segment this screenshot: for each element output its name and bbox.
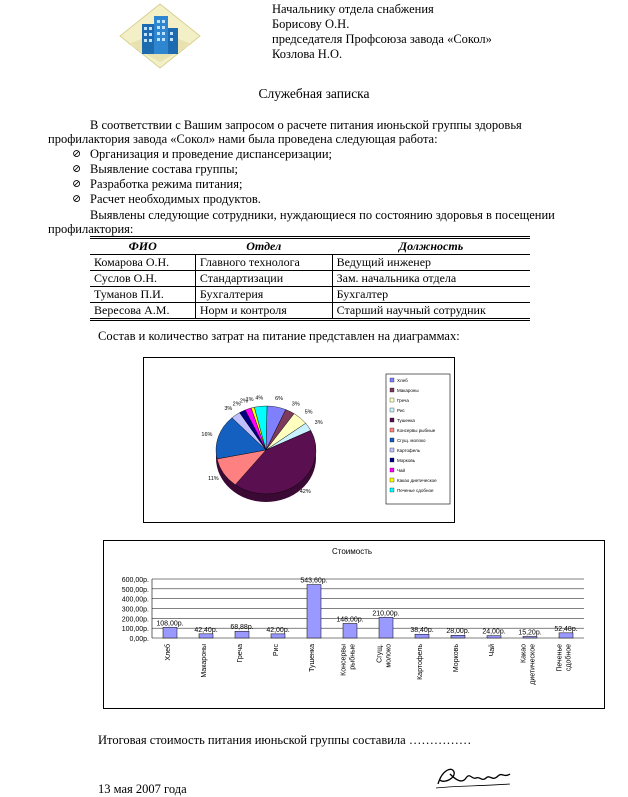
legend-entry: Картофель [397,448,421,453]
bar-value-label: 68,88р. [230,624,254,632]
list-item: ⊘ Разработка режима питания; [72,177,243,191]
table-row [90,271,530,287]
x-tick-label: Макароны [201,644,208,678]
x-tick-label: Хлеб [165,644,172,661]
pie-slice-label: 42% [299,489,311,496]
x-tick-label: Печенье [556,644,564,672]
y-tick-label: 400,00р. [121,596,149,604]
pie-chart-canvas [144,358,454,522]
cell-position: Бухгалтер [332,287,530,303]
bar-value-label: 42,40р. [194,626,218,634]
bar-value-label: 52,48р. [554,625,578,633]
table-header-row [90,238,530,255]
pie-slice-label: 3% [224,405,233,412]
cell-department: Стандартизации [195,271,332,287]
y-tick-label: 0,00р. [129,636,149,643]
signature [432,762,514,792]
bar-value-label: 24,00р. [482,628,506,636]
x-tick-label: молоко [385,644,393,668]
y-tick-label: 600,00р. [121,577,149,584]
legend-swatch [390,478,394,482]
legend-swatch [390,418,394,422]
cell-position: Старший научный сотрудник [332,303,530,320]
pie-slice-label: 5% [304,409,313,416]
pie-slice-label: 3% [314,419,323,426]
legend-swatch [390,438,394,442]
cell-name: Суслов О.Н. [90,271,195,287]
x-tick-label: сдобное [565,644,573,672]
pie-slice-label: 2% [232,401,241,408]
y-tick-label: 300,00р. [121,606,149,614]
charts-intro: Состав и количество затрат на питание представлен на диаграммах: [98,329,460,343]
legend-entry: Макароны [397,388,419,393]
document-title: Служебная записка [258,86,370,101]
x-tick-label: Какао [520,644,528,663]
list-item: ⊘ Организация и проведение диспансеризации; [72,147,332,161]
pie-slice-label: 2% [239,398,248,405]
bar [271,634,285,638]
bar-value-label: 210,00р. [372,610,400,618]
cell-department: Бухгалтерия [195,287,332,303]
recipient-2-name: Козлова Н.О. [272,47,343,61]
bar [235,631,249,638]
x-tick-label: Рис [273,644,280,657]
recipient-1-title: Начальнику отдела снабжения [272,2,434,16]
legend-swatch [390,468,394,472]
cell-position: Зам. начальника отдела [332,271,530,287]
bar-value-label: 108,00р. [156,620,184,628]
bar-value-label: 148,00р. [336,616,364,624]
legend-entry: Печенье сдобное [397,488,434,493]
legend-entry: Рис [397,408,405,413]
checkmark-icon: ⊘ [72,193,82,205]
legend-entry: Тушенка [397,418,415,423]
cell-department: Главного технолога [195,255,332,271]
y-tick-label: 500,00р. [121,586,149,594]
cell-position: Ведущий инженер [332,255,530,271]
x-tick-label: Чай [489,644,496,657]
checkmark-icon: ⊘ [72,178,82,190]
pie-slice-label: 1% [245,396,254,403]
legend-entry: Чай [397,468,406,473]
table-row [90,255,530,271]
legend-swatch [390,458,394,462]
x-tick-label: диетическое [529,644,537,685]
total-cost-line: Итоговая стоимость питания июньской группы составила …………… [98,733,472,747]
cell-department: Норм и контроля [195,303,332,320]
legend-entry: Сгущ. молоко [397,438,426,443]
bar-value-label: 28,00р. [446,628,470,636]
table-row [90,303,530,320]
employees-paragraph: Выявлены следующие сотрудники, нуждающиеся по состоянию здоровья в посещении профилактория: [48,208,555,236]
addressee-block [272,2,492,62]
x-tick-label: рыбные [349,644,357,670]
employees-table [90,236,530,321]
bar [343,623,357,638]
column-header-department: Отдел [195,238,332,255]
bar [307,585,321,638]
legend-swatch [390,408,394,412]
legend-swatch [390,428,394,432]
y-tick-label: 200,00р. [121,616,149,624]
recipient-1-name: Борисову О.Н. [272,17,350,31]
list-item: ⊘ Выявление состава группы; [72,162,239,176]
pie-slice-label: 16% [201,431,213,438]
bar-value-label: 38,40р. [410,627,434,635]
company-logo [118,2,202,72]
intro-paragraph: В соответствии с Вашим запросом о расчете питания июньской группы здоровья профилактория завода «Сокол» нами была проведена следующая работа: [48,118,522,146]
bar-value-label: 15,20р. [518,629,542,637]
legend-swatch [390,398,394,402]
cell-name: Комарова О.Н. [90,255,195,271]
legend-swatch [390,488,394,492]
legend-entry: Морковь [397,458,416,463]
bar-chart [103,540,605,709]
bar-chart-canvas [104,541,604,708]
recipient-2-title: председателя Профсоюза завода «Сокол» [272,32,492,46]
cell-name: Вересова А.М. [90,303,195,320]
checkmark-icon: ⊘ [72,148,82,160]
bar [523,637,537,638]
column-header-position: Должность [332,238,530,255]
legend-entry: Греча [397,398,409,403]
legend-entry: Хлеб [397,378,408,383]
legend-swatch [390,388,394,392]
x-tick-label: Тушенка [309,644,316,672]
legend-entry: Какао диетическое [397,478,437,483]
legend-entry: Консервы рыбные [397,428,436,433]
work-list [72,147,332,207]
table-row [90,287,530,303]
checkmark-icon: ⊘ [72,163,82,175]
bar-chart-title: Стоимость [331,547,373,556]
bar [451,635,465,638]
pie-slice-label: 3% [291,401,300,408]
cell-name: Туманов П.И. [90,287,195,303]
pie-slice-label: 6% [275,396,284,403]
bar [559,633,573,638]
bar-value-label: 42,00р. [266,626,290,634]
x-tick-label: Картофель [417,644,424,680]
legend-swatch [390,448,394,452]
x-tick-label: Сгущ. [376,644,384,663]
bar [487,636,501,638]
list-item: ⊘ Расчет необходимых продуктов. [72,192,261,206]
column-header-name: ФИО [90,238,195,255]
pie-chart [143,357,455,523]
bar [199,634,213,638]
x-tick-label: Консервы [340,644,348,676]
bar [379,617,393,638]
legend-swatch [390,378,394,382]
bar [163,627,177,638]
y-tick-label: 100,00р. [121,626,149,634]
pie-slice-label: 11% [208,476,219,483]
pie-slice-label: 4% [255,395,264,402]
bar [415,634,429,638]
x-tick-label: Греча [237,644,244,663]
x-tick-label: Морковь [453,644,460,673]
document-date: 13 мая 2007 года [98,782,187,796]
bar-value-label: 543,60р. [300,577,328,585]
